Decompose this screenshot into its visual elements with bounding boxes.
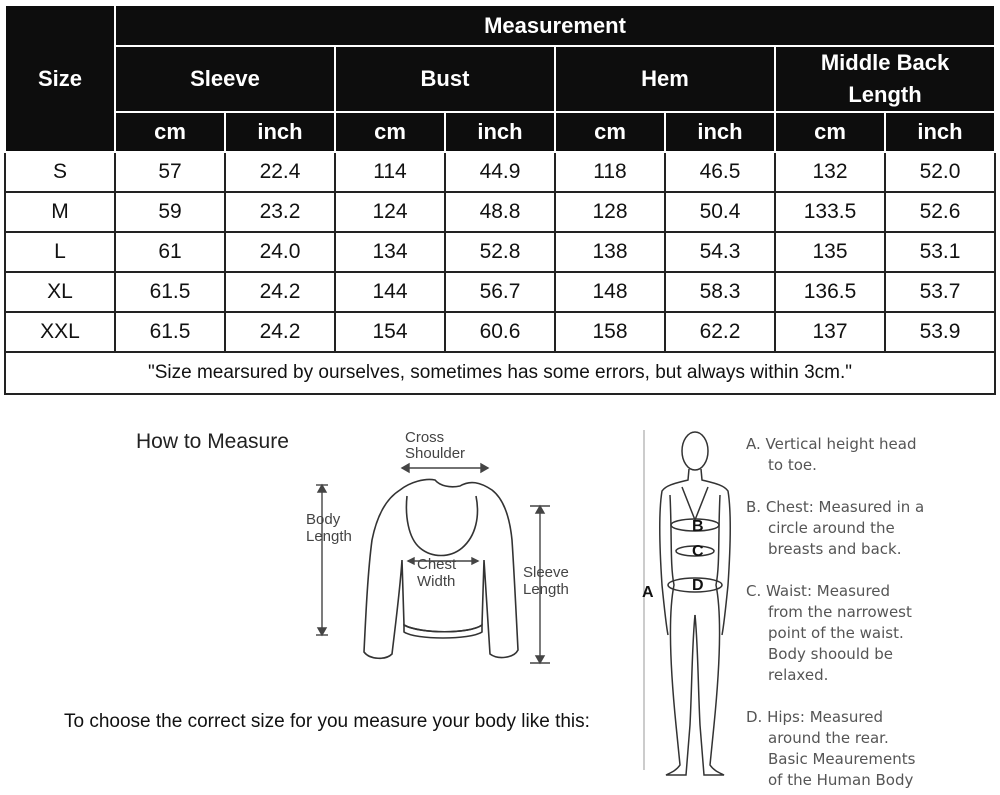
hem-header: Hem [555, 46, 775, 112]
table-cell: 23.2 [225, 192, 335, 232]
table-cell: 52.8 [445, 232, 555, 272]
table-cell: 114 [335, 152, 445, 192]
garment-labels [306, 429, 569, 598]
sleeve-length-label: Sleeve [523, 564, 569, 581]
table-cell: 57 [115, 152, 225, 192]
table-cell: 56.7 [445, 272, 555, 312]
table-cell: 53.7 [885, 272, 995, 312]
table-row [5, 312, 995, 352]
note-line: C. Waist: Measured [746, 582, 891, 600]
middle-back-length-header: Middle Back Length [775, 46, 995, 112]
table-cell: 128 [555, 192, 665, 232]
table-cell: 52.0 [885, 152, 995, 192]
unit-header: cm [335, 112, 445, 152]
table-cell: 50.4 [665, 192, 775, 232]
cross-shoulder-label: Cross [405, 429, 445, 446]
chest-width-label: Width [417, 573, 456, 590]
garment-diagram [300, 420, 590, 680]
table-row [5, 232, 995, 272]
note-line: Body shoould be [768, 645, 894, 663]
size-column-header: Size [5, 5, 115, 152]
note-d [746, 707, 998, 791]
table-cell: 24.0 [225, 232, 335, 272]
table-cell: 61.5 [115, 272, 225, 312]
note-line: point of the waist. [768, 624, 904, 642]
how-to-measure-heading: How to Measure [136, 430, 289, 453]
note-line: B. Chest: Measured in a [746, 498, 925, 516]
unit-header: inch [445, 112, 555, 152]
note-line: around the rear. [768, 729, 889, 747]
measurement-header: Measurement [115, 5, 995, 46]
table-cell: 154 [335, 312, 445, 352]
table-cell: 118 [555, 152, 665, 192]
table-cell: 22.4 [225, 152, 335, 192]
unit-header: cm [775, 112, 885, 152]
table-cell: 158 [555, 312, 665, 352]
note-line: of the Human Body [768, 771, 914, 789]
note-line: A. Vertical height head [746, 435, 917, 453]
table-cell: 59 [115, 192, 225, 232]
note-line: from the narrowest [768, 603, 912, 621]
body-length-label: Length [306, 528, 352, 545]
table-cell: 52.6 [885, 192, 995, 232]
table-cell: 24.2 [225, 272, 335, 312]
table-cell: 138 [555, 232, 665, 272]
note-c [746, 581, 998, 686]
bust-header: Bust [335, 46, 555, 112]
unit-header: cm [555, 112, 665, 152]
size-cell: M [5, 192, 115, 232]
size-chart-table [4, 4, 996, 395]
unit-header: inch [665, 112, 775, 152]
marker-b-label: B [692, 518, 704, 535]
body-length-label: Body [306, 511, 341, 528]
body-diagram [636, 425, 746, 780]
table-cell: 46.5 [665, 152, 775, 192]
note-line: breasts and back. [768, 540, 902, 558]
choose-size-instruction: To choose the correct size for you measure your body like this: [64, 711, 590, 732]
measurement-note: "Size mearsured by ourselves, sometimes has some errors, but always within 3cm." [5, 352, 995, 394]
table-cell: 44.9 [445, 152, 555, 192]
table-cell: 61.5 [115, 312, 225, 352]
table-cell: 53.9 [885, 312, 995, 352]
table-row [5, 272, 995, 312]
note-line: relaxed. [768, 666, 829, 684]
size-cell: L [5, 232, 115, 272]
size-cell: XXL [5, 312, 115, 352]
table-row [5, 152, 995, 192]
unit-header: cm [115, 112, 225, 152]
table-cell: 62.2 [665, 312, 775, 352]
note-b [746, 497, 998, 560]
note-line: circle around the [768, 519, 895, 537]
table-cell: 134 [335, 232, 445, 272]
table-cell: 53.1 [885, 232, 995, 272]
note-line: D. Hips: Measured [746, 708, 883, 726]
table-cell: 24.2 [225, 312, 335, 352]
marker-a-label: A [642, 584, 654, 601]
chest-width-label: Chest [417, 556, 457, 573]
size-cell: XL [5, 272, 115, 312]
table-cell: 148 [555, 272, 665, 312]
size-cell: S [5, 152, 115, 192]
table-cell: 135 [775, 232, 885, 272]
body-outline [644, 430, 730, 775]
marker-c-label: C [692, 543, 704, 560]
table-cell: 48.8 [445, 192, 555, 232]
sleeve-length-label: Length [523, 581, 569, 598]
table-cell: 124 [335, 192, 445, 232]
marker-d-label: D [692, 577, 704, 594]
sleeve-header: Sleeve [115, 46, 335, 112]
note-line: Basic Meaurements [768, 750, 916, 768]
table-cell: 136.5 [775, 272, 885, 312]
note-a [746, 434, 998, 476]
table-cell: 61 [115, 232, 225, 272]
table-cell: 58.3 [665, 272, 775, 312]
table-cell: 133.5 [775, 192, 885, 232]
table-cell: 144 [335, 272, 445, 312]
unit-header: inch [885, 112, 995, 152]
cross-shoulder-label: Shoulder [405, 445, 466, 462]
note-line: to toe. [768, 456, 817, 474]
table-cell: 54.3 [665, 232, 775, 272]
table-cell: 137 [775, 312, 885, 352]
table-cell: 132 [775, 152, 885, 192]
table-cell: 60.6 [445, 312, 555, 352]
table-row [5, 192, 995, 232]
measurement-notes [746, 434, 998, 791]
unit-header: inch [225, 112, 335, 152]
